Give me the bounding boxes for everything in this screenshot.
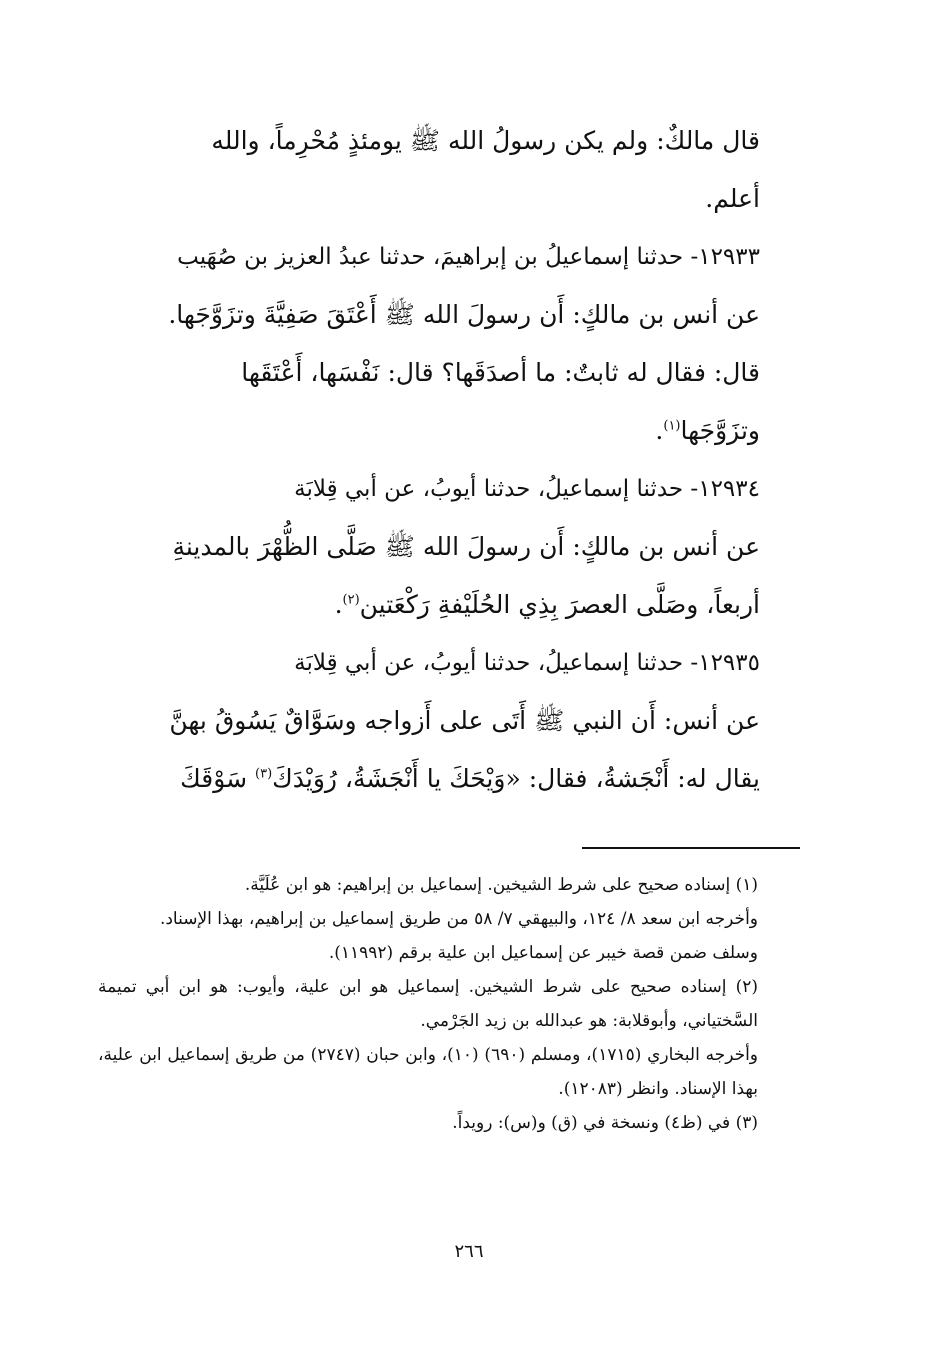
hadith-12935-matn: عن أنس: أَن النبي ﷺ أَتَى على أَزواجه وسَوَّاقٌ يَسُوقُ بهنَّ يقال له: أَنْجَشةُ، فقال: «وَيْحَكَ يا أَنْجَشَةُ، رُوَيْدَكَ$^{(٣)}$ سَوْقَكَ — [169, 706, 760, 793]
footnote-2-cont: وأخرجه البخاري (١٧١٥)، ومسلم (٦٩٠) (١٠)، وابن حبان (٢٧٤٧) من طريق إسماعيل ابن علية، بهذا الإسناد. وانظر (١٢٠٨٣). — [98, 1045, 759, 1099]
hadith-12935-isnad: ١٢٩٣٥- حدثنا إسماعيلُ، حدثنا أيوبُ، عن أبي قِلابَة — [294, 650, 760, 676]
footnote-1-cont: وأخرجه ابن سعد ٨/ ١٢٤، والبيهقي ٧/ ٥٨ من طريق إسماعيل بن إبراهيم، بهذا الإسناد. — [159, 909, 758, 929]
text-line: عن أنس بن مالكٍ: أَن رسولَ الله ﷺ أَعْتَقَ صَفِيَّةَ وتزَوَّجَها. — [168, 300, 760, 329]
text-line: أربعاً، وصَلَّى العصرَ بِذِي الحُلَيْفةِ رَكْعَتين — [359, 590, 760, 619]
text-line: يقال له: أَنْجَشةُ، فقال: «وَيْحَكَ يا أَنْجَشَةُ، رُوَيْدَكَ — [272, 764, 760, 793]
hadith-12933-matn: عن أنس بن مالكٍ: أَن رسولَ الله ﷺ أَعْتَقَ صَفِيَّةَ وتزَوَّجَها. قال: فقال له ثابتٌ: ما أصدَقَها؟ قال: نَفْسَها، أَعْتَقَها وتزَوَّجَها$^{(١)}$. — [168, 300, 760, 445]
text-line: قال: فقال له ثابتٌ: ما أصدَقَها؟ قال: نَفْسَها، أَعْتَقَها — [241, 358, 760, 387]
text-line: وتزَوَّجَها — [680, 416, 760, 445]
footnote-3: (٣) في (ظ٤) ونسخة في (ق) و(س): رويداً. — [452, 1113, 758, 1133]
paragraph-malik — [128, 112, 800, 228]
footnote-1: (١) إسناده صحيح على شرط الشيخين. إسماعيل بن إبراهيم: هو ابن عُلَيَّة. — [244, 875, 758, 895]
hadith-12934-matn: عن أنس بن مالكٍ: أَن رسولَ الله ﷺ صَلَّى الظُّهْرَ بالمدينةِ أربعاً، وصَلَّى العصرَ بِذِي الحُلَيْفةِ رَكْعَتين$^{(٢)}$. — [172, 532, 760, 619]
footnote-marker: (١) — [663, 418, 681, 434]
text-line: عن أنس: أَن النبي ﷺ أَتَى على أَزواجه وسَوَّاقٌ يَسُوقُ بهنَّ — [169, 706, 760, 735]
page-number: ٢٦٦ — [454, 1241, 484, 1262]
hadith-12934-isnad: ١٢٩٣٤- حدثنا إسماعيلُ، حدثنا أيوبُ، عن أبي قِلابَة — [294, 476, 760, 502]
text-line: أعلم. — [705, 184, 760, 213]
footnote-1-cont: وسلف ضمن قصة خيبر عن إسماعيل ابن علية برقم (١١٩٩٢). — [328, 943, 758, 963]
text-line: قال مالكٌ: ولم يكن رسولُ الله ﷺ يومئذٍ مُحْرِماً، والله — [211, 126, 760, 155]
main-text — [128, 112, 800, 808]
footnotes — [98, 868, 798, 1140]
text-line: عن أنس بن مالكٍ: أَن رسولَ الله ﷺ صَلَّى الظُّهْرَ بالمدينةِ — [172, 532, 760, 561]
footnote-marker: (٢) — [342, 592, 360, 608]
hadith-12933-isnad: ١٢٩٣٣- حدثنا إسماعيلُ بن إبراهيمَ، حدثنا عبدُ العزيز بن صُهَيب — [177, 244, 760, 270]
footnote-2: (٢) إسناده صحيح على شرط الشيخين. إسماعيل هو ابن علية، وأيوب: هو ابن أبي تميمة السَّختياني، وأبوقلابة: هو عبدالله بن زيد الجَرْمي. — [98, 977, 758, 1031]
footnote-divider — [582, 847, 800, 849]
footnote-marker: (٣) — [255, 766, 273, 782]
